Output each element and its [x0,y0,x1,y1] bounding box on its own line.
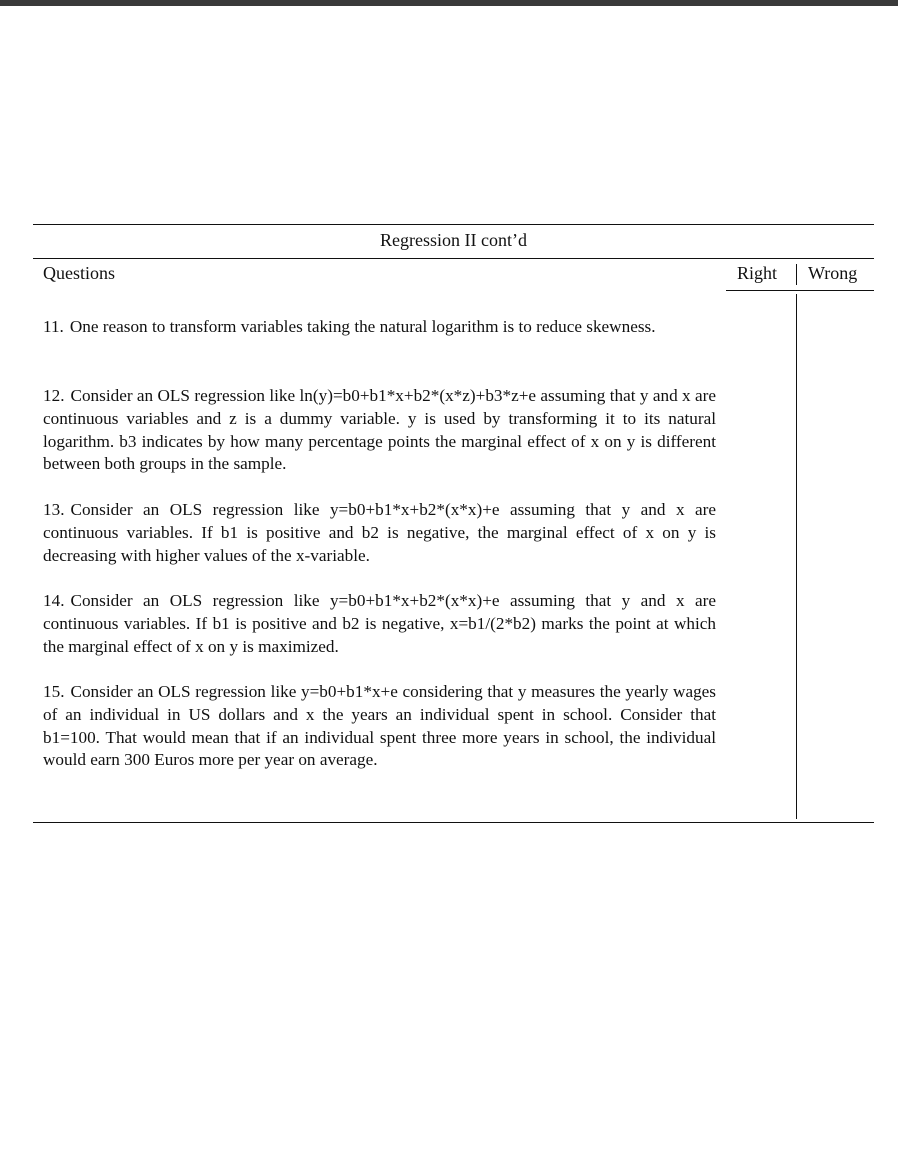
question-12 [43,385,716,476]
answer-column-divider [796,294,797,819]
question-14 [43,590,716,658]
question-number: 11. [43,317,64,336]
question-number: 14. [43,591,65,610]
questions-column-header: Questions [43,263,115,283]
table-caption: Regression II cont’d [380,230,527,250]
question-15 [43,681,716,772]
wrong-column-header: Wrong [808,263,858,283]
question-11 [43,316,716,339]
right-column-header: Right [737,263,778,283]
question-number: 13. [43,500,65,519]
question-number: 15. [43,682,65,701]
caption-rule [33,258,874,259]
question-text: One reason to transform variables taking the natural logarithm is to reduce skewness. [69,317,656,336]
question-number: 12. [43,386,65,405]
table-bottom-rule [33,822,874,823]
header-column-divider [796,264,797,285]
window-top-bar [0,0,898,6]
table-top-rule [33,224,874,225]
question-text: Consider an OLS regression like ln(y)=b0+b1*x+b2*(x*z)+b3*z+e assuming that y and x are continuous variables and z is a dummy variable. y is used by transforming it to its natural logarithm. b3 indicates by how many percentage points the marginal effect of x on y is different between both groups in the sample. [43,386,716,474]
answer-header-rule [726,290,874,291]
question-text: Consider an OLS regression like y=b0+b1*x+b2*(x*x)+e assuming that y and x are continuous variables. If b1 is positive and b2 is negative, the marginal effect of x on y is decreasing with higher values of the x-variable. [43,500,716,565]
question-13 [43,499,716,567]
question-text: Consider an OLS regression like y=b0+b1*x+e considering that y measures the yearly wages of an individual in US dollars and x the years an individual spent in school. Consider that b1=100. That would mean that if an individual spent three more years in school, the individual would earn 300 Euros more per year on average. [43,682,716,770]
question-text: Consider an OLS regression like y=b0+b1*x+b2*(x*x)+e assuming that y and x are continuous variables. If b1 is positive and b2 is negative, x=b1/(2*b2) marks the point at which the marginal effect of x on y is maximized. [43,591,716,656]
